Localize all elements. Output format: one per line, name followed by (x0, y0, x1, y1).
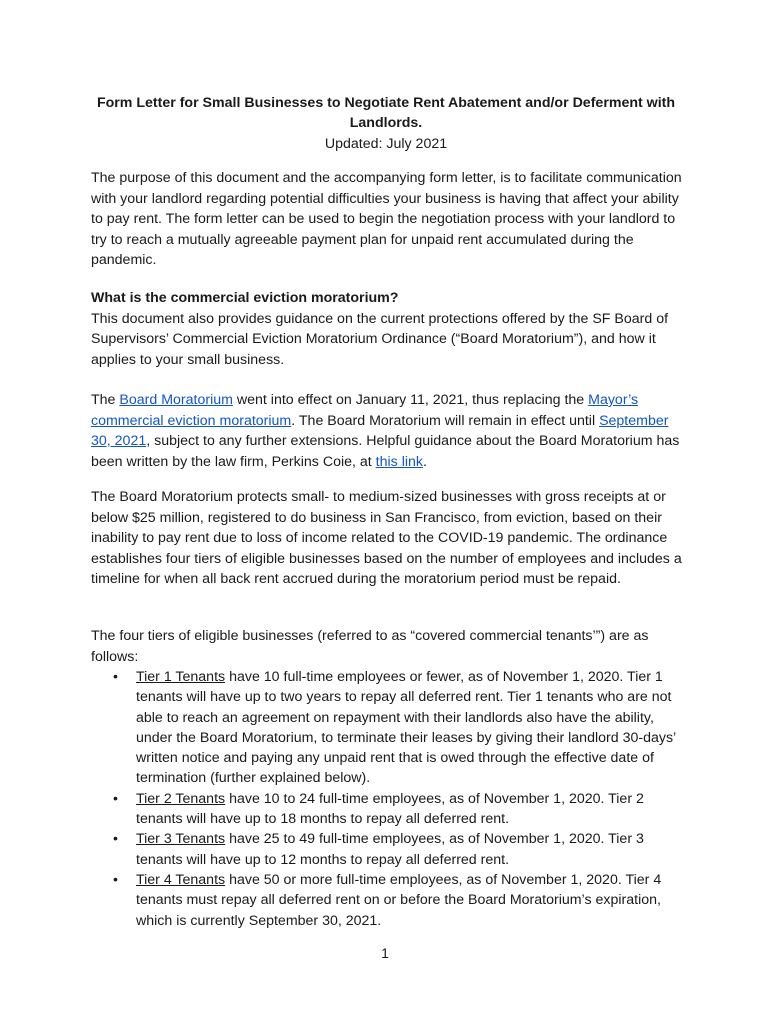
mayors-moratorium-link[interactable]: Mayor’s commercial eviction moratorium (91, 392, 639, 429)
p3-text-4: , subject to any further extensions. Helpful guidance about the Board Moratorium has been written by the law firm, Perkins Coie, at (91, 433, 680, 470)
p3-text-1: The (91, 392, 120, 408)
board-moratorium-link[interactable]: Board Moratorium (119, 392, 233, 408)
updated-date: Updated: July 2021 (324, 136, 448, 152)
moratorium-section (91, 288, 691, 370)
tier-text: have 10 to 24 full-time employees, as of November 1, 2020. Tier 2 tenants will have up to 18 months to repay all deferred rent. (136, 790, 644, 828)
bullet-icon: • (113, 790, 118, 807)
tier-item (91, 789, 691, 830)
p3-text-2: went into effect on January 11, 2021, thus replacing the (232, 392, 589, 408)
tiers-list (91, 667, 691, 931)
tier-text: have 10 full-time employees or fewer, as of November 1, 2020. Tier 1 tenants will have up to two years to repay all deferred rent. Tier 1 tenants who are not able to reach an agreement on repayment with their landlords also have the ability, under the Board Moratorium, to terminate their leases by giving their landlord 30-days’ written notice and paying any unpaid rent that is owed through the effective date of termination (further explained below). (136, 669, 676, 787)
tier-label: Tier 1 Tenants (136, 669, 226, 685)
p3-text-5: . (422, 453, 427, 470)
september-date-link[interactable]: September 30, 2021 (91, 412, 669, 449)
moratorium-text: This document also provides guidance on the current protections offered by the SF Board of Supervisors’ Commercial Eviction Moratorium Ordinance (“Board Moratorium”), and how it applies to your small business. (91, 310, 669, 368)
bullet-icon: • (113, 831, 118, 848)
tier-label: Tier 3 Tenants (136, 831, 226, 848)
tiers-intro-paragraph: The four tiers of eligible businesses (referred to as “covered commercial tenants’”) are as follows: (91, 628, 649, 665)
protections-paragraph: The Board Moratorium protects small- to medium-sized businesses with gross receipts at or below $25 million, registered to do business in San Francisco, from eviction, based on their inability to pay rent due to loss of income related to the COVID-19 pandemic. The ordinance establishes four tiers of eligible businesses based on the number of employees and includes a timeline for when all back rent accrued during the moratorium period must be repaid. (91, 489, 682, 587)
board-moratorium-paragraph (91, 390, 691, 472)
tier-item (91, 667, 691, 789)
p3-text-3: . The Board Moratorium will remain in effect until (291, 412, 600, 429)
tier-label: Tier 2 Tenants (136, 790, 226, 807)
moratorium-heading: What is the commercial eviction moratorium? (91, 290, 399, 306)
bullet-icon: • (113, 871, 118, 888)
tier-text: have 25 to 49 full-time employees, as of November 1, 2020. Tier 3 tenants will have up to 12 months to repay all deferred rent. (136, 831, 644, 868)
tier-item (91, 829, 691, 870)
page-number: 1 (381, 945, 389, 961)
bullet-icon: • (113, 669, 118, 685)
this-link[interactable]: this link (375, 453, 423, 470)
tier-label: Tier 4 Tenants (136, 871, 226, 888)
document-title: Form Letter for Small Businesses to Negotiate Rent Abatement and/or Deferment with Landlords. (96, 95, 676, 131)
intro-paragraph: The purpose of this document and the accompanying form letter, is to facilitate communication with your landlord regarding potential difficulties your business is having that affect your ability to pay rent. The form letter can be used to begin the negotiation process with your landlord to try to reach a mutually agreeable payment plan for unpaid rent accumulated during the pandemic. (91, 170, 682, 268)
tier-text: have 50 or more full-time employees, as of November 1, 2020. Tier 4 tenants must repay all deferred rent on or before the Board Moratorium’s expiration, which is currently September 30, 2021. (136, 871, 662, 929)
tier-item (91, 870, 691, 931)
